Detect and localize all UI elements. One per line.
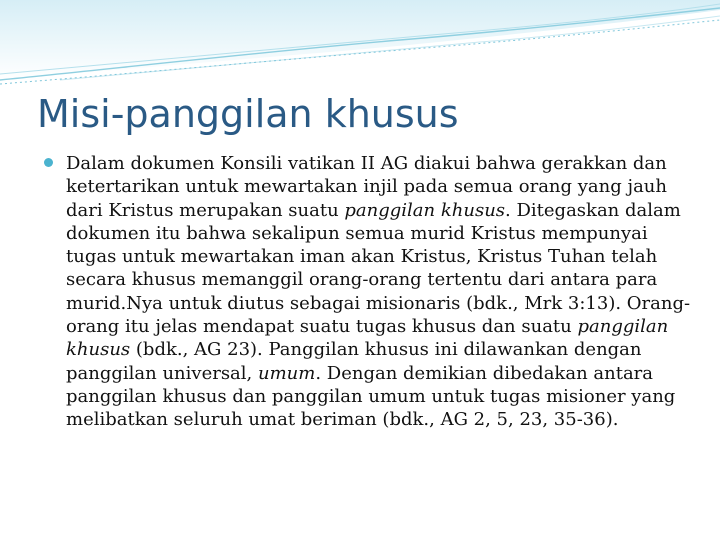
text-segment: . Dengan demikian dibedakan antara panggilan khusus dan panggilan umum untuk tugas misioner yang melibatkan seluruh umat beriman (bdk., AG 2, 5, 23, 35-36). [66,362,676,431]
band-fill [0,0,720,80]
slide-title: Misi-panggilan khusus [37,92,459,136]
decorative-header-band [0,0,720,90]
text-segment: . Ditegaskan dalam dokumen itu bahwa sekalipun semua murid Kristus mempunyai tugas untuk mewartakan iman akan Kristus, Kristus Tuhan telah secara khusus memanggil orang-orang tertentu dari antara para murid.Nya untuk diutus sebagai misionaris (bdk., Mrk 3:13). Orang-orang itu jelas mendapat suatu tugas khusus dan suatu [66,199,691,338]
bullet-point-icon [44,158,53,167]
bullet-list [44,152,694,432]
text-segment: Dalam dokumen Konsili vatikan II AG diakui bahwa gerakkan dan ketertarikan untuk mewartakan injil pada semua orang yang jauh dari Kristus merupakan suatu [66,153,667,221]
text-segment: (bdk., AG 23). Panggilan khusus ini dilawankan dengan panggilan universal, [66,339,642,384]
bullet-text [66,152,694,432]
italic-text-segment: panggilan khusus [344,199,506,221]
italic-text-segment: umum [258,362,316,384]
italic-text-segment: panggilan khusus [66,316,669,361]
